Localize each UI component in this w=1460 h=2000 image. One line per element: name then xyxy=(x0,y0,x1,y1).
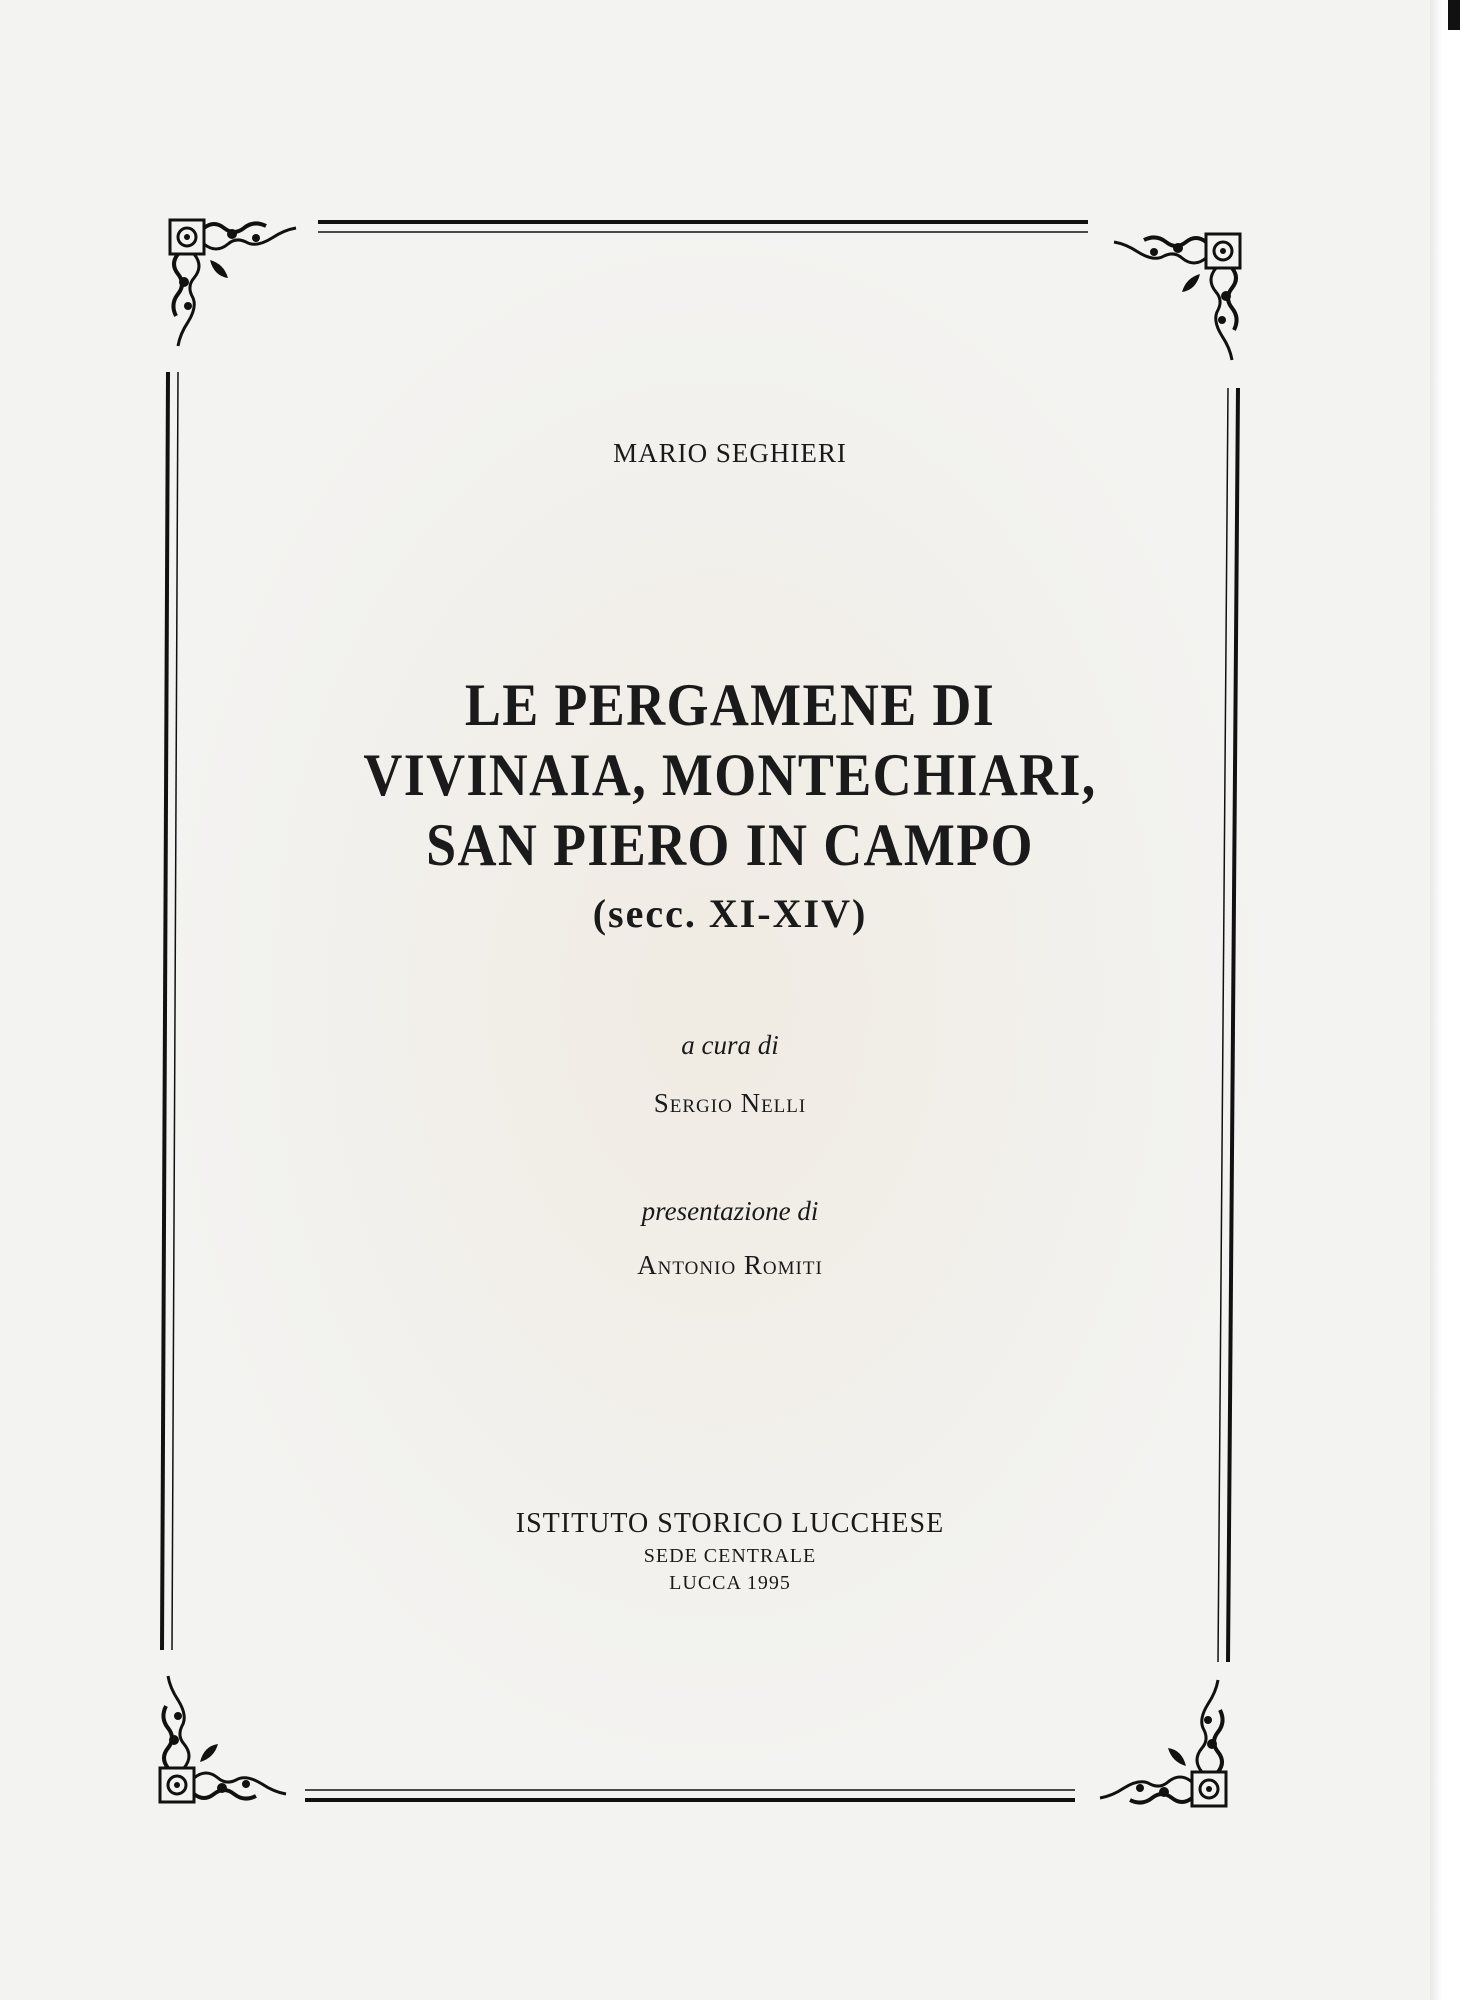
title-line-1: LE PERGAMENE DI xyxy=(464,672,996,738)
curator-label: a cura di xyxy=(681,1030,779,1060)
author-name: MARIO SEGHIERI xyxy=(613,438,847,468)
book-title xyxy=(73,670,1387,880)
curator-name: Sergio Nelli xyxy=(653,1088,807,1118)
bottom-right-ornament xyxy=(1100,1680,1226,1806)
publication-place-year: LUCCA 1995 xyxy=(669,1572,791,1594)
publisher-name: ISTITUTO STORICO LUCCHESE xyxy=(515,1508,945,1539)
top-left-ornament xyxy=(170,220,296,346)
publisher-seat: SEDE CENTRALE xyxy=(643,1545,817,1567)
title-line-3: SAN PIERO IN CAMPO xyxy=(426,812,1034,878)
presenter-name: Antonio Romiti xyxy=(637,1250,823,1280)
presenter-label: presentazione di xyxy=(641,1196,819,1226)
book-subtitle: (secc. XI-XIV) xyxy=(592,891,868,936)
title-line-2: VIVINAIA, MONTECHIARI, xyxy=(363,742,1097,808)
top-right-ornament xyxy=(1114,234,1240,360)
bottom-left-ornament xyxy=(160,1676,286,1802)
